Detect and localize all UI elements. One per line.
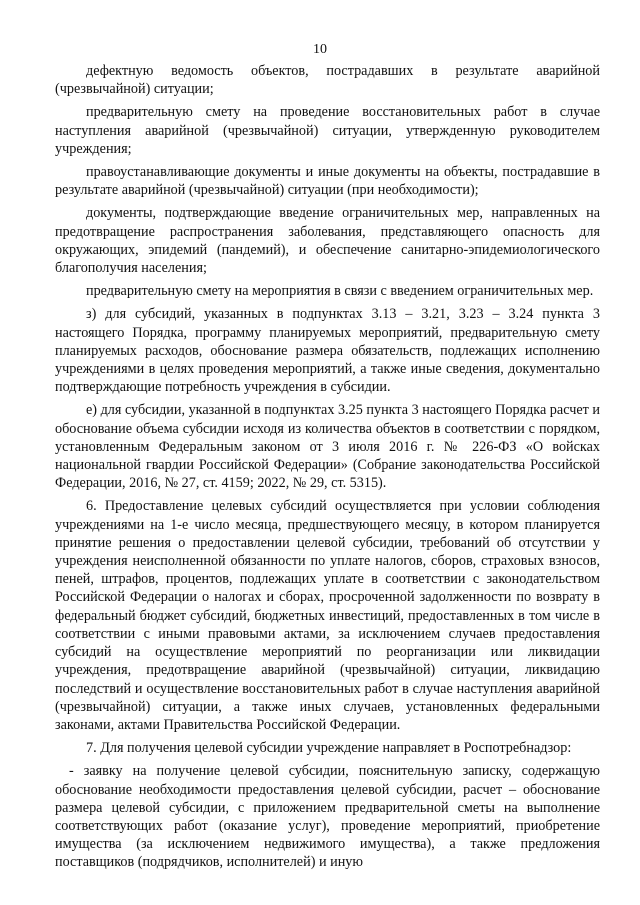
paragraph: з) для субсидий, указанных в подпунктах 3.13 – 3.21, 3.23 – 3.24 пункта 3 настоящего Порядка, программу планируемых мероприятий, предварительную смету планируемых расходов, обоснование размера обязательств, подлежащих исполнению учреждениями в целях проведения мероприятий, а также иные сведения, документально подтверждающие потребность учреждения в субсидии. bbox=[55, 306, 600, 396]
paragraph: правоустанавливающие документы и иные документы на объекты, пострадавшие в результате аварийной (чрезвычайной) ситуации (при необходимости); bbox=[55, 164, 600, 199]
page-number: 10 bbox=[313, 42, 327, 57]
paragraph: предварительную смету на мероприятия в связи с введением ограничительных мер. bbox=[86, 283, 594, 300]
paragraph: дефектную ведомость объектов, пострадавших в результате аварийной (чрезвычайной) ситуации; bbox=[55, 63, 600, 98]
paragraph: - заявку на получение целевой субсидии, пояснительную записку, содержащую обоснование необходимости предоставления целевой субсидии, расчет – обоснование размера целевой субсидии, с приложением предварительной сметы на выполнение соответствующих работ (оказание услуг), проведение мероприятий, приобретение имущества (за исключением недвижимого имущества), а также предложения поставщиков (подрядчиков, исполнителей) и иную bbox=[55, 763, 600, 871]
paragraph: документы, подтверждающие введение ограничительных мер, направленных на предотвращение распространения заболевания, представляющего опасность для окружающих, эпидемий (пандемий), и обеспечение санитарно-эпидемиологического благополучия населения; bbox=[55, 205, 600, 277]
paragraph: е) для субсидии, указанной в подпунктах 3.25 пункта 3 настоящего Порядка расчет и обоснование объема субсидии исходя из количества объектов в соответствии с порядком, установленным Федеральным законом от 3 июля 2016 г. № 226-ФЗ «О войсках национальной гвардии Российской Федерации» (Собрание законодательства Российской Федерации, 2016, № 27, ст. 4159; 2022, № 29, ст. 5315). bbox=[55, 402, 600, 492]
paragraph: предварительную смету на проведение восстановительных работ в случае наступления аварийной (чрезвычайной) ситуации, утвержденную руководителем учреждения; bbox=[55, 104, 600, 157]
document-body bbox=[55, 62, 600, 877]
paragraph: 6. Предоставление целевых субсидий осуществляется при условии соблюдения учреждениями на 1-е число месяца, предшествующего месяцу, в котором планируется принятие решения о предоставлении целевой субсидии, требований об отсутствии у учреждения неисполненной обязанности по уплате налогов, сборов, страховых взносов, пеней, штрафов, процентов, подлежащих уплате в соответствии с законодательством Российской Федерации о налогах и сборах, просроченной задолженности по возврату в федеральный бюджет субсидий, бюджетных инвестиций, предоставленных в том числе в соответствии с иными правовыми актами, за исключением случаев предоставления субсидий на осуществление мероприятий по реорганизации или ликвидации учреждения, предотвращение аварийной (чрезвычайной) ситуации, ликвидацию последствий и осуществление восстановительных работ в случае наступления аварийной (чрезвычайной) ситуации, а также иных случаев, установленных федеральными законами, актами Правительства Российской Федерации. bbox=[55, 498, 600, 733]
paragraph: 7. Для получения целевой субсидии учреждение направляет в Роспотребнадзор: bbox=[86, 740, 572, 757]
